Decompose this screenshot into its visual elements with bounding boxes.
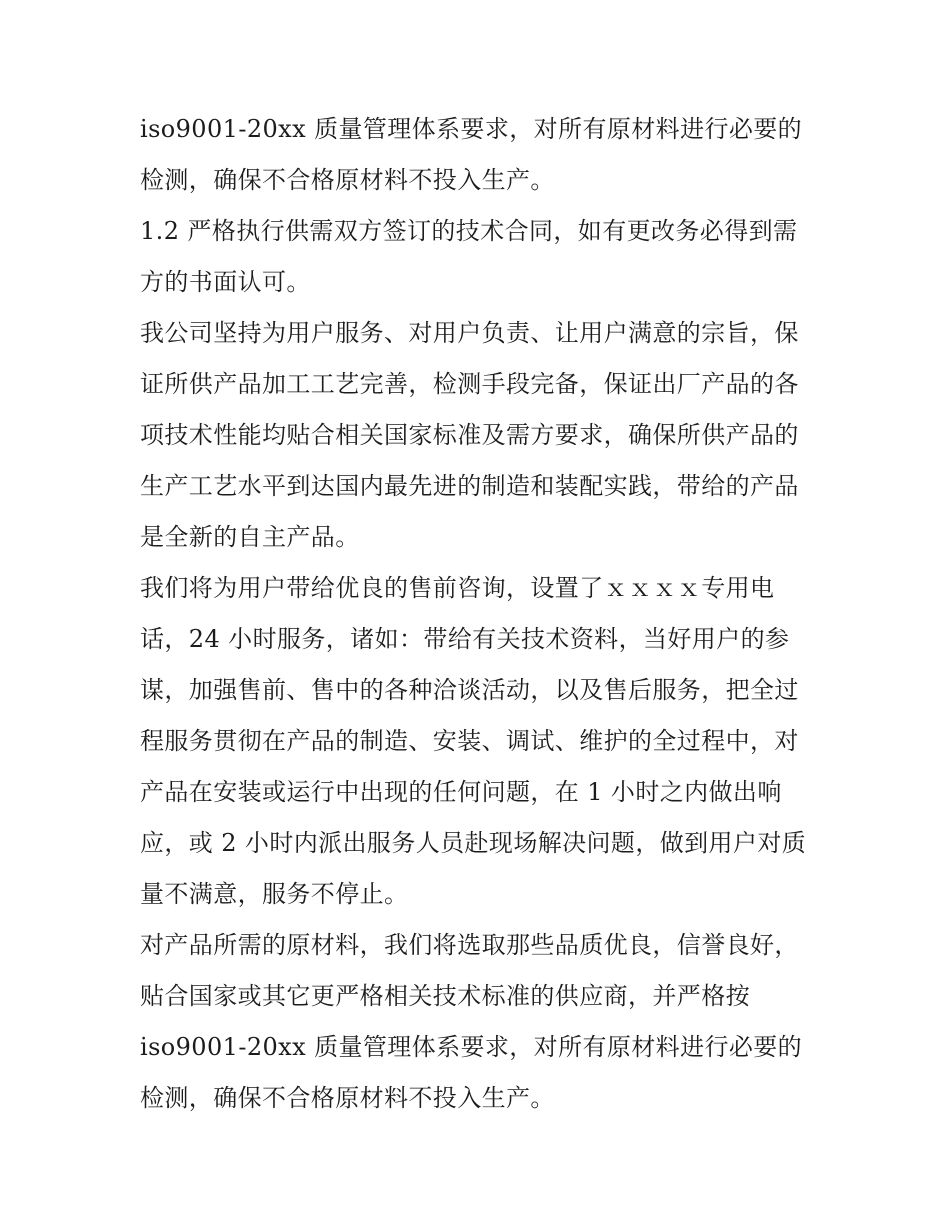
document-body [140, 104, 820, 1124]
paragraph-contract-clause: 1.2 严格执行供需双方签订的技术合同，如有更改务必得到需方的书面认可。 [140, 217, 798, 296]
paragraph-raw-material-suppliers: 对产品所需的原材料，我们将选取那些品质优良，信誉良好，贴合国家或其它更严格相关技术标准的供应商，并严格按 iso9001-20xx 质量管理体系要求，对所有原材料进行必要的检测，确保不合格原材料不投入生产。 [140, 931, 803, 1112]
paragraph-iso-quality-intro: iso9001-20xx 质量管理体系要求，对所有原材料进行必要的检测，确保不合格原材料不投入生产。 [140, 115, 803, 194]
paragraph-company-commitment: 我公司坚持为用户服务、对用户负责、让用户满意的宗旨，保证所供产品加工工艺完善，检测手段完备，保证出厂产品的各项技术性能均贴合相关国家标准及需方要求，确保所供产品的生产工艺水平到达国内最先进的制造和装配实践，带给的产品是全新的自主产品。 [140, 319, 799, 551]
paragraph-service-hotline: 我们将为用户带给优良的售前咨询，设置了ｘｘｘｘ专用电话，24 小时服务，诸如：带给有关技术资料，当好用户的参谋，加强售前、售中的各种洽谈活动，以及售后服务，把全过程服务贯彻在产品的制造、安装、调试、维护的全过程中，对产品在安装或运行中出现的任何问题，在 1 小时之内做出响应，或 2 小时内派出服务人员赴现场解决问题，做到用户对质量不满意，服务不停止。 [140, 574, 807, 908]
